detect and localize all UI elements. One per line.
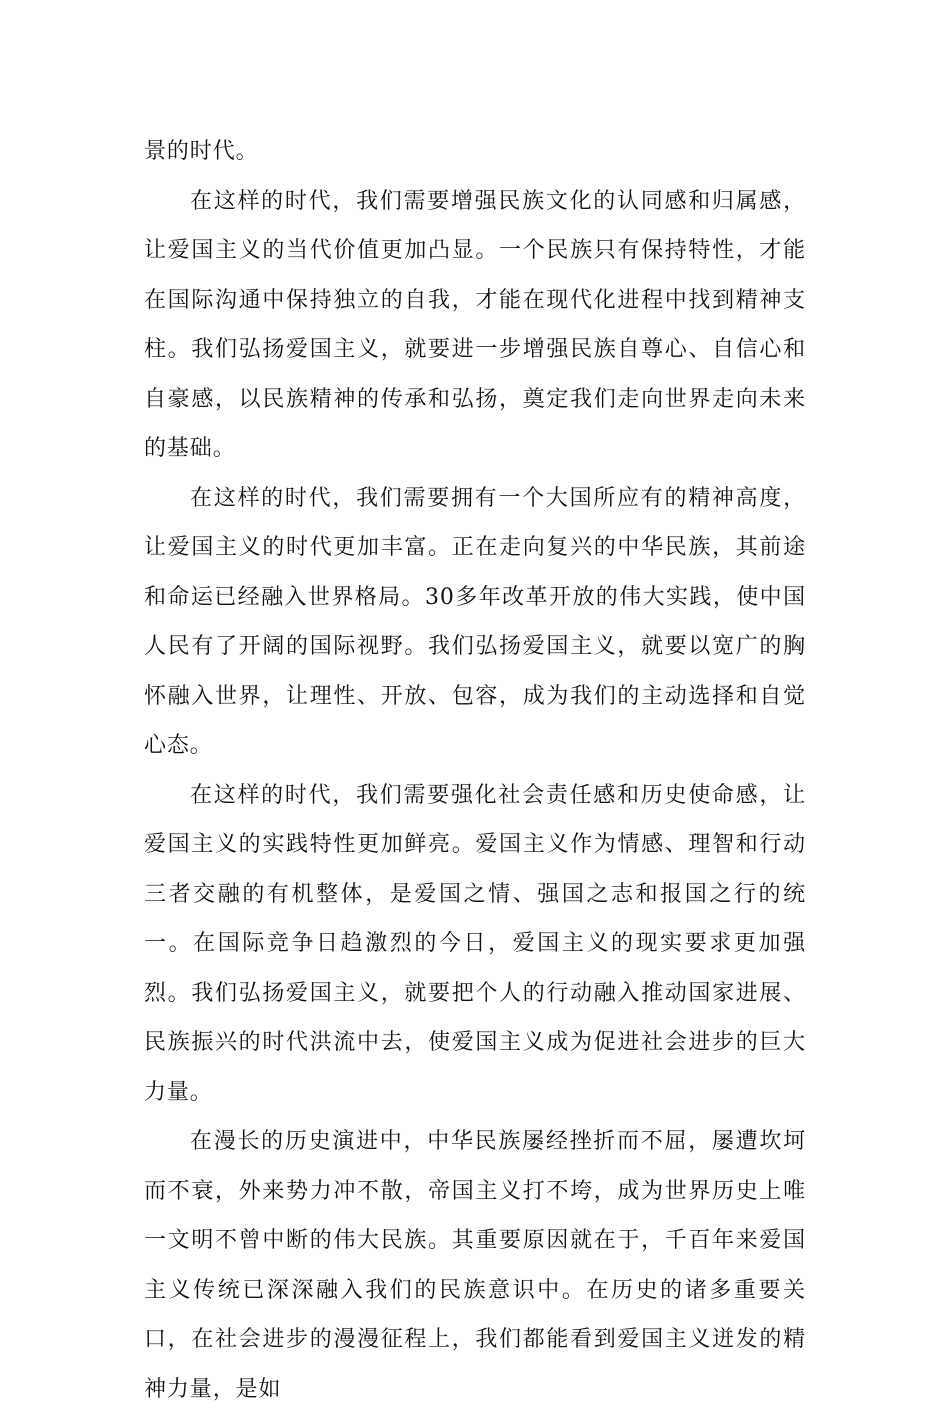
- paragraph: 在这样的时代，我们需要拥有一个大国所应有的精神高度，让爱国主义的时代更加丰富。正在走向复兴的中华民族，其前途和命运已经融入世界格局。30多年改革开放的伟大实践，使中国人民有了开阔的国际视野。我们弘扬爱国主义，就要以宽广的胸怀融入世界，让理性、开放、包容，成为我们的主动选择和自觉心态。: [144, 485, 806, 758]
- paragraph: 在漫长的历史演进中，中华民族屡经挫折而不屈，屡遭坎坷而不衰，外来势力冲不散，帝国主义打不垮，成为世界历史上唯一文明不曾中断的伟大民族。其重要原因就在于，千百年来爱国主义传统已深深融入我们的民族意识中。在历史的诸多重要关口，在社会进步的漫漫征程上，我们都能看到爱国主义迸发的精神力量，是如: [144, 1129, 806, 1402]
- paragraph: 在这样的时代，我们需要强化社会责任感和历史使命感，让爱国主义的实践特性更加鲜亮。爱国主义作为情感、理智和行动三者交融的有机整体，是爱国之情、强国之志和报国之行的统一。在国际竞争日趋激烈的今日，爱国主义的现实要求更加强烈。我们弘扬爱国主义，就要把个人的行动融入推动国家进展、民族振兴的时代洪流中去，使爱国主义成为促进社会进步的巨大力量。: [144, 782, 806, 1105]
- document-body: [144, 127, 806, 1414]
- paragraph: 在这样的时代，我们需要增强民族文化的认同感和归属感，让爱国主义的当代价值更加凸显。一个民族只有保持特性，才能在国际沟通中保持独立的自我，才能在现代化进程中找到精神支柱。我们弘扬爱国主义，就要进一步增强民族自尊心、自信心和自豪感，以民族精神的传承和弘扬，奠定我们走向世界走向未来的基础。: [144, 188, 806, 461]
- paragraph-continuation: 景的时代。: [144, 139, 259, 164]
